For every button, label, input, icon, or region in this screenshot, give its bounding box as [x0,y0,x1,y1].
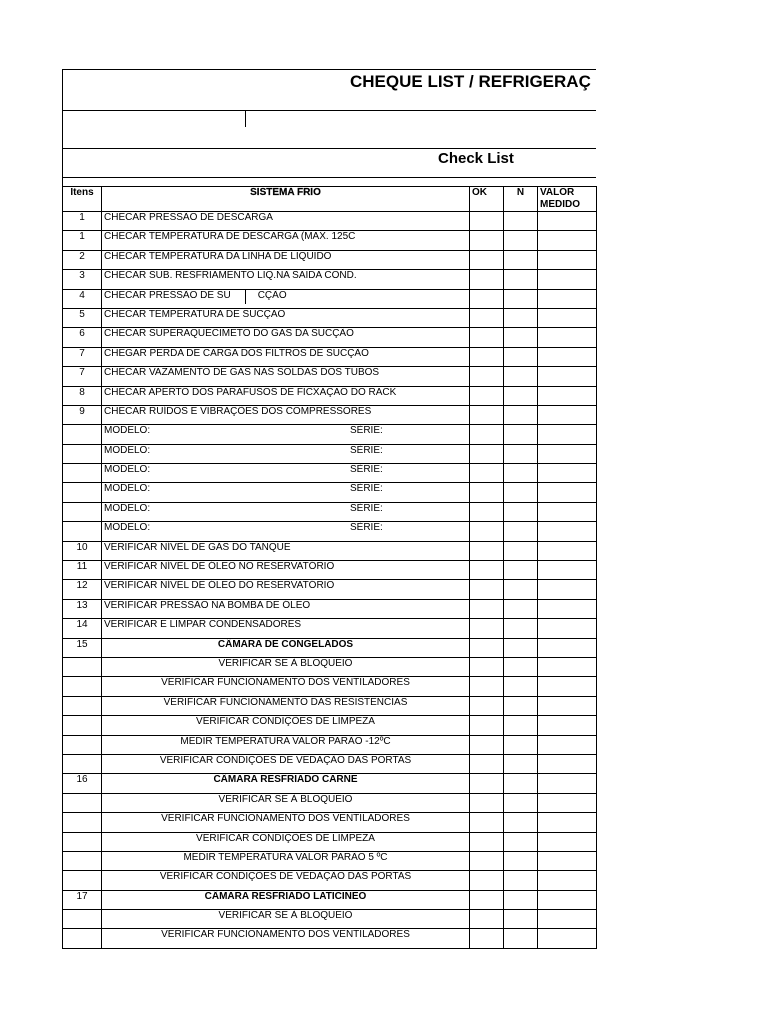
valor-medido-cell[interactable] [538,425,597,444]
row-description [102,464,470,483]
ok-cell[interactable] [470,929,504,948]
ok-cell[interactable] [470,212,504,231]
valor-medido-cell[interactable] [538,910,597,929]
ok-cell[interactable] [470,619,504,638]
ok-cell[interactable] [470,696,504,715]
valor-medido-cell[interactable] [538,483,597,502]
col-header-ok: OK [470,187,504,212]
n-cell[interactable] [504,483,538,502]
row-item-number: 12 [63,580,102,599]
n-cell[interactable] [504,638,538,657]
table-row [63,890,597,909]
table-row [63,308,597,327]
table-row [63,754,597,773]
n-cell[interactable] [504,308,538,327]
row-description: MEDIR TEMPERATURA VALOR PARÃO 5 ºC [102,851,470,870]
row-item-number: 10 [63,541,102,560]
table-row [63,328,597,347]
valor-medido-cell[interactable] [538,735,597,754]
serie-label: SÈRIE: [350,483,383,495]
n-cell[interactable] [504,910,538,929]
valor-medido-cell[interactable] [538,405,597,424]
page-subtitle: Check List [438,150,514,167]
description-part-2: CÇÃO [257,289,287,301]
row-description [102,483,470,502]
row-description: CHECAR VAZAMENTO DE GAS NAS SOLDAS DOS TUBOS [102,367,470,386]
ok-cell[interactable] [470,405,504,424]
row-description: CÂMARA RESFRIADO LATICINEO [102,890,470,909]
n-cell[interactable] [504,793,538,812]
col-header-n: N [504,187,538,212]
row-item-number: 13 [63,599,102,618]
table-row [63,813,597,832]
n-cell[interactable] [504,599,538,618]
valor-medido-cell[interactable] [538,929,597,948]
n-cell[interactable] [504,522,538,541]
ok-cell[interactable] [470,270,504,289]
valor-medido-cell[interactable] [538,561,597,580]
valor-medido-cell[interactable] [538,502,597,521]
n-cell[interactable] [504,502,538,521]
row-item-number: 1 [63,231,102,250]
table-row [63,793,597,812]
table-row [63,483,597,502]
row-item-number [63,657,102,676]
row-description: VERIFICAR FUNCIONAMENTO DOS VENTILADORES [102,677,470,696]
title-area [62,69,596,110]
n-cell[interactable] [504,813,538,832]
ok-cell[interactable] [470,910,504,929]
table-row [63,425,597,444]
row-item-number: 8 [63,386,102,405]
row-description: VERIFICAR CONDIÇÕES DE VEDAÇÃO DAS PORTAS [102,871,470,890]
row-description: CHECAR RUÍDOS E VIBRAÇÕES DOS COMPRESSORES [102,405,470,424]
n-cell[interactable] [504,696,538,715]
ok-cell[interactable] [470,483,504,502]
row-description: CHECAR TEMPERATURA DE SUCÇAO [102,308,470,327]
row-item-number [63,910,102,929]
valor-medido-cell[interactable] [538,619,597,638]
n-cell[interactable] [504,929,538,948]
subtitle-divider-top [62,148,596,149]
ok-cell[interactable] [470,425,504,444]
table-row [63,270,597,289]
ok-cell[interactable] [470,386,504,405]
n-cell[interactable] [504,386,538,405]
row-item-number [63,464,102,483]
ok-cell[interactable] [470,367,504,386]
row-description: CHECAR PRESSÃO DE DESCARGA [102,212,470,231]
row-description: VERIFICAR E LIMPAR CONDENSADORES [102,619,470,638]
row-item-number [63,502,102,521]
row-description: VERIFICAR SE À BLOQUEIO [102,793,470,812]
row-description: CHECAR TEMPERATURA DA LINHA DE LIQUIDO [102,250,470,269]
table-row [63,774,597,793]
row-description: VERIFICAR FUNCIONAMENTO DOS VENTILADORES [102,929,470,948]
table-row [63,716,597,735]
ok-cell[interactable] [470,328,504,347]
table-row [63,367,597,386]
ok-cell[interactable] [470,832,504,851]
page-title: CHEQUE LIST / REFRIGERAÇ [350,72,591,91]
table-row [63,580,597,599]
ok-cell[interactable] [470,754,504,773]
valor-medido-cell[interactable] [538,832,597,851]
valor-medido-cell[interactable] [538,754,597,773]
row-description: CÂMARA DE CONGELADOS [102,638,470,657]
subtitle-divider-bottom [62,177,596,178]
n-cell[interactable] [504,367,538,386]
serie-label: SÈRIE: [350,464,383,476]
row-item-number [63,851,102,870]
valor-medido-cell[interactable] [538,774,597,793]
ok-cell[interactable] [470,561,504,580]
ok-cell[interactable] [470,871,504,890]
table-row [63,619,597,638]
valor-medido-cell[interactable] [538,890,597,909]
valor-medido-cell[interactable] [538,522,597,541]
valor-medido-cell[interactable] [538,308,597,327]
valor-medido-cell[interactable] [538,386,597,405]
row-item-number [63,871,102,890]
valor-medido-cell[interactable] [538,212,597,231]
table-row [63,638,597,657]
ok-cell[interactable] [470,289,504,308]
table-row [63,231,597,250]
row-description [102,522,470,541]
row-item-number [63,425,102,444]
table-row [63,871,597,890]
valor-medido-cell[interactable] [538,270,597,289]
valor-medido-cell[interactable] [538,289,597,308]
row-description [102,289,470,308]
row-description: CHEGAR PERDA DE CARGA DOS FILTROS DE SUCÇÃO [102,347,470,366]
row-item-number [63,522,102,541]
table-row [63,910,597,929]
row-description: VERIFICAR SE À BLOQUEIO [102,657,470,676]
ok-cell[interactable] [470,502,504,521]
ok-cell[interactable] [470,638,504,657]
ok-cell[interactable] [470,464,504,483]
n-cell[interactable] [504,871,538,890]
ok-cell[interactable] [470,522,504,541]
table-row [63,696,597,715]
serie-label: SÈRIE: [350,444,383,456]
table-row [63,929,597,948]
row-description: CHECAR SUB. RESFRIAMENTO LIQ.NA SAIDA COND. [102,270,470,289]
ok-cell[interactable] [470,851,504,870]
row-item-number: 3 [63,270,102,289]
row-item-number [63,483,102,502]
ok-cell[interactable] [470,813,504,832]
row-item-number [63,929,102,948]
row-item-number: 7 [63,347,102,366]
field-divider [245,111,246,127]
table-row [63,599,597,618]
n-cell[interactable] [504,677,538,696]
table-row [63,250,597,269]
row-description: VERIFICAR SE À BLOQUEIO [102,910,470,929]
valor-medido-cell[interactable] [538,444,597,463]
n-cell[interactable] [504,619,538,638]
n-cell[interactable] [504,328,538,347]
table-row [63,522,597,541]
row-item-number [63,716,102,735]
ok-cell[interactable] [470,541,504,560]
row-item-number: 4 [63,289,102,308]
n-cell[interactable] [504,657,538,676]
description-part-1: CHECAR PRESSÃO DE SU [104,289,231,301]
modelo-label: MODELO: [104,444,151,456]
n-cell[interactable] [504,561,538,580]
valor-medido-cell[interactable] [538,367,597,386]
n-cell[interactable] [504,580,538,599]
row-description: VERIFICAR NÍVEL DE GÁS DO TANQUE [102,541,470,560]
ok-cell[interactable] [470,347,504,366]
ok-cell[interactable] [470,793,504,812]
n-cell[interactable] [504,464,538,483]
modelo-label: MODELO: [104,464,151,476]
table-row [63,541,597,560]
valor-medido-cell[interactable] [538,813,597,832]
ok-cell[interactable] [470,231,504,250]
row-item-number: 5 [63,308,102,327]
modelo-label: MODELO: [104,522,151,534]
n-cell[interactable] [504,347,538,366]
row-item-number [63,735,102,754]
valor-medido-cell[interactable] [538,347,597,366]
row-description: VERIFICAR CONDIÇÕES DE LIMPEZA [102,832,470,851]
row-item-number: 1 [63,212,102,231]
row-item-number: 2 [63,250,102,269]
valor-medido-cell[interactable] [538,696,597,715]
table-row [63,677,597,696]
ok-cell[interactable] [470,716,504,735]
modelo-label: MODELO: [104,425,151,437]
row-description: VERIFICAR NÍVEL DE ÓLEO DO RESERVATÓRIO [102,580,470,599]
row-description: CHECAR SUPERAQUECIMETO DO GAS DA SUCÇÃO [102,328,470,347]
valor-medido-cell[interactable] [538,541,597,560]
serie-label: SÈRIE: [350,522,383,534]
ok-cell[interactable] [470,250,504,269]
table-row [63,464,597,483]
row-item-number [63,813,102,832]
row-description: CHECAR APERTO DOS PARAFUSOS DE FICXAÇAO DO RACK [102,386,470,405]
valor-medido-cell[interactable] [538,793,597,812]
ok-cell[interactable] [470,580,504,599]
ok-cell[interactable] [470,735,504,754]
valor-medido-cell[interactable] [538,250,597,269]
table-row [63,851,597,870]
row-item-number: 7 [63,367,102,386]
title-divider [62,110,596,111]
row-item-number [63,696,102,715]
col-header-valor: VALOR MEDIDO [538,187,597,212]
row-description: VERIFICAR CONDIÇÕES DE VEDAÇÃO DAS PORTAS [102,754,470,773]
ok-cell[interactable] [470,308,504,327]
row-description: VERIFICAR NÍVEL DE ÓLEO NO RESERVATÓRIO [102,561,470,580]
row-item-number: 9 [63,405,102,424]
row-description: MEDIR TEMPERATURA VALOR PARÃO -12ºC [102,735,470,754]
ok-cell[interactable] [470,774,504,793]
valor-medido-cell[interactable] [538,464,597,483]
ok-cell[interactable] [470,444,504,463]
table-row [63,386,597,405]
table-row [63,444,597,463]
ok-cell[interactable] [470,657,504,676]
table-row [63,289,597,308]
n-cell[interactable] [504,716,538,735]
n-cell[interactable] [504,270,538,289]
n-cell[interactable] [504,754,538,773]
valor-medido-cell[interactable] [538,638,597,657]
table-row [63,405,597,424]
row-item-number: 14 [63,619,102,638]
n-cell[interactable] [504,212,538,231]
n-cell[interactable] [504,890,538,909]
n-cell[interactable] [504,444,538,463]
row-description: VERIFICAR FUNCIONAMENTO DAS RESISTENCIAS [102,696,470,715]
n-cell[interactable] [504,250,538,269]
n-cell[interactable] [504,735,538,754]
ok-cell[interactable] [470,599,504,618]
table-row [63,502,597,521]
row-description: VERIFICAR FUNCIONAMENTO DOS VENTILADORES [102,813,470,832]
ok-cell[interactable] [470,677,504,696]
n-cell[interactable] [504,541,538,560]
cell-divider [245,290,246,304]
table-row [63,657,597,676]
col-header-sistema: SISTEMA FRIO [102,187,470,212]
col-header-itens: Itens [63,187,102,212]
table-row [63,735,597,754]
ok-cell[interactable] [470,890,504,909]
row-item-number [63,754,102,773]
n-cell[interactable] [504,832,538,851]
n-cell[interactable] [504,425,538,444]
valor-medido-cell[interactable] [538,716,597,735]
valor-medido-cell[interactable] [538,231,597,250]
row-item-number [63,793,102,812]
checklist-table [62,186,597,949]
valor-medido-cell[interactable] [538,851,597,870]
row-description: CÂMARA RESFRIADO CARNE [102,774,470,793]
valor-medido-cell[interactable] [538,657,597,676]
row-description: CHECAR TEMPERATURA DE DESCARGA (MAX. 125C [102,231,470,250]
valor-medido-cell[interactable] [538,677,597,696]
valor-medido-cell[interactable] [538,871,597,890]
row-item-number [63,444,102,463]
table-row [63,832,597,851]
row-item-number [63,832,102,851]
table-row [63,561,597,580]
valor-medido-cell[interactable] [538,599,597,618]
valor-medido-cell[interactable] [538,328,597,347]
n-cell[interactable] [504,851,538,870]
table-row [63,212,597,231]
row-description: VERIFICAR PRESSÃO NA BOMBA DE ÓLEO [102,599,470,618]
modelo-label: MODELO: [104,483,151,495]
row-description [102,502,470,521]
row-item-number [63,677,102,696]
row-description: VERIFICAR CONDIÇÕES DE LIMPEZA [102,716,470,735]
serie-label: SÈRIE: [350,502,383,514]
row-description [102,444,470,463]
row-item-number: 17 [63,890,102,909]
row-item-number: 11 [63,561,102,580]
row-description [102,425,470,444]
n-cell[interactable] [504,289,538,308]
n-cell[interactable] [504,231,538,250]
modelo-label: MODELO: [104,502,151,514]
n-cell[interactable] [504,774,538,793]
row-item-number: 15 [63,638,102,657]
n-cell[interactable] [504,405,538,424]
row-item-number: 6 [63,328,102,347]
table-row [63,347,597,366]
serie-label: SÈRIE: [350,425,383,437]
table-header-row [63,187,597,212]
valor-medido-cell[interactable] [538,580,597,599]
row-item-number: 16 [63,774,102,793]
